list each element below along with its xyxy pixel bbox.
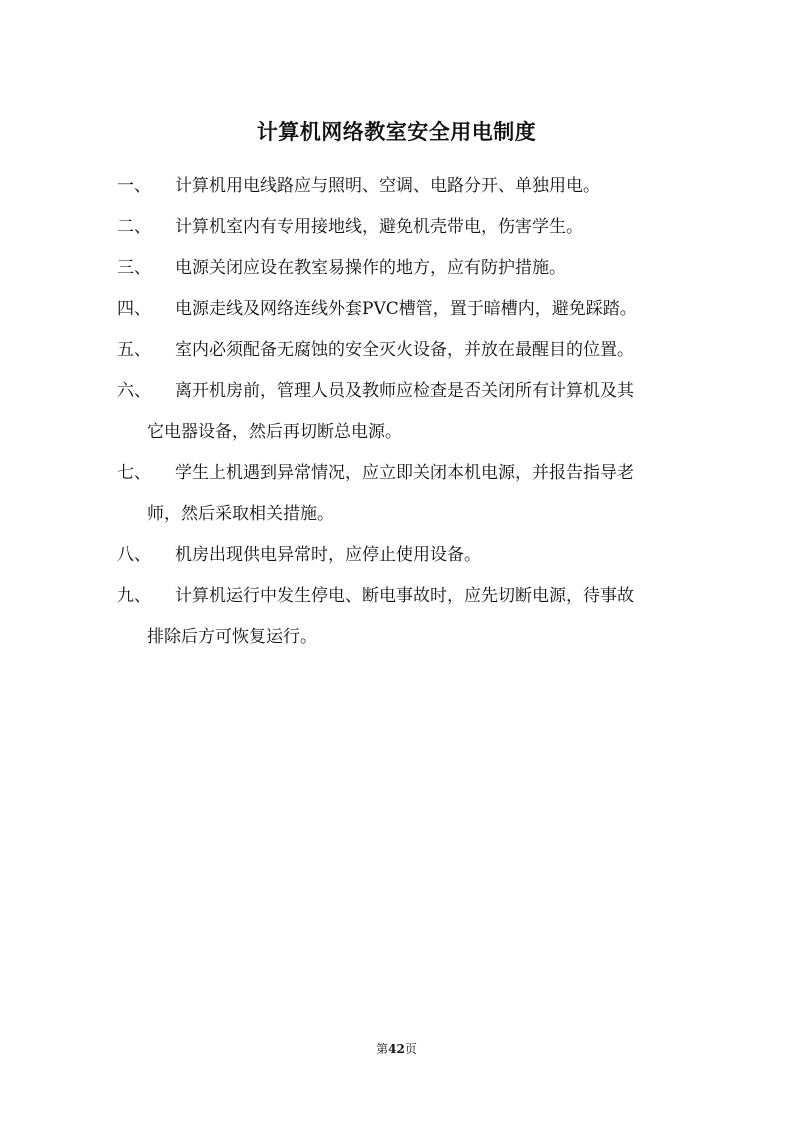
page-footer	[0, 1040, 793, 1057]
rule-item	[117, 330, 679, 371]
rule-item	[117, 207, 679, 248]
rule-item	[117, 248, 679, 289]
rule-item	[117, 576, 679, 658]
rule-item	[117, 166, 679, 207]
rule-item	[117, 289, 679, 330]
rule-text: 计算机运行中发生停电、断电事故时，应先切断电源，待事故	[175, 586, 634, 606]
rule-number: 七、	[117, 463, 151, 483]
rule-text: 机房出现供电异常时，应停止使用设备。	[175, 545, 481, 565]
rules-list	[117, 166, 679, 658]
rule-text: 计算机用电线路应与照明、空调、电路分开、单独用电。	[175, 176, 600, 196]
rule-text: 电源走线及网络连线外套PVC槽管，置于暗槽内，避免踩踏。	[175, 299, 637, 319]
rule-number: 九、	[117, 586, 151, 606]
rule-item	[117, 371, 679, 453]
rule-item	[117, 453, 679, 535]
page-prefix: 第	[376, 1042, 389, 1056]
page-suffix: 页	[404, 1042, 417, 1056]
rule-number: 二、	[117, 217, 151, 237]
rule-item	[117, 535, 679, 576]
rule-number: 一、	[117, 176, 151, 196]
rule-text: 计算机室内有专用接地线，避免机壳带电，伤害学生。	[175, 217, 583, 237]
rule-text-continuation: 师，然后采取相关措施。	[147, 504, 334, 524]
page-number: 42	[388, 1042, 405, 1056]
rule-text: 室内必须配备无腐蚀的安全灭火设备，并放在最醒目的位置。	[175, 340, 634, 360]
rule-text-continuation: 它电器设备，然后再切断总电源。	[147, 422, 402, 442]
rule-number: 三、	[117, 258, 151, 278]
rule-number: 八、	[117, 545, 151, 565]
rule-text: 学生上机遇到异常情况，应立即关闭本机电源，并报告指导老	[175, 463, 634, 483]
rule-text: 电源关闭应设在教室易操作的地方，应有防护措施。	[175, 258, 566, 278]
rule-text: 离开机房前，管理人员及教师应检查是否关闭所有计算机及其	[175, 381, 634, 401]
rule-number: 四、	[117, 299, 151, 319]
rule-number: 六、	[117, 381, 151, 401]
rule-text-continuation: 排除后方可恢复运行。	[147, 627, 317, 647]
document-title: 计算机网络教室安全用电制度	[256, 120, 537, 144]
rule-number: 五、	[117, 340, 151, 360]
